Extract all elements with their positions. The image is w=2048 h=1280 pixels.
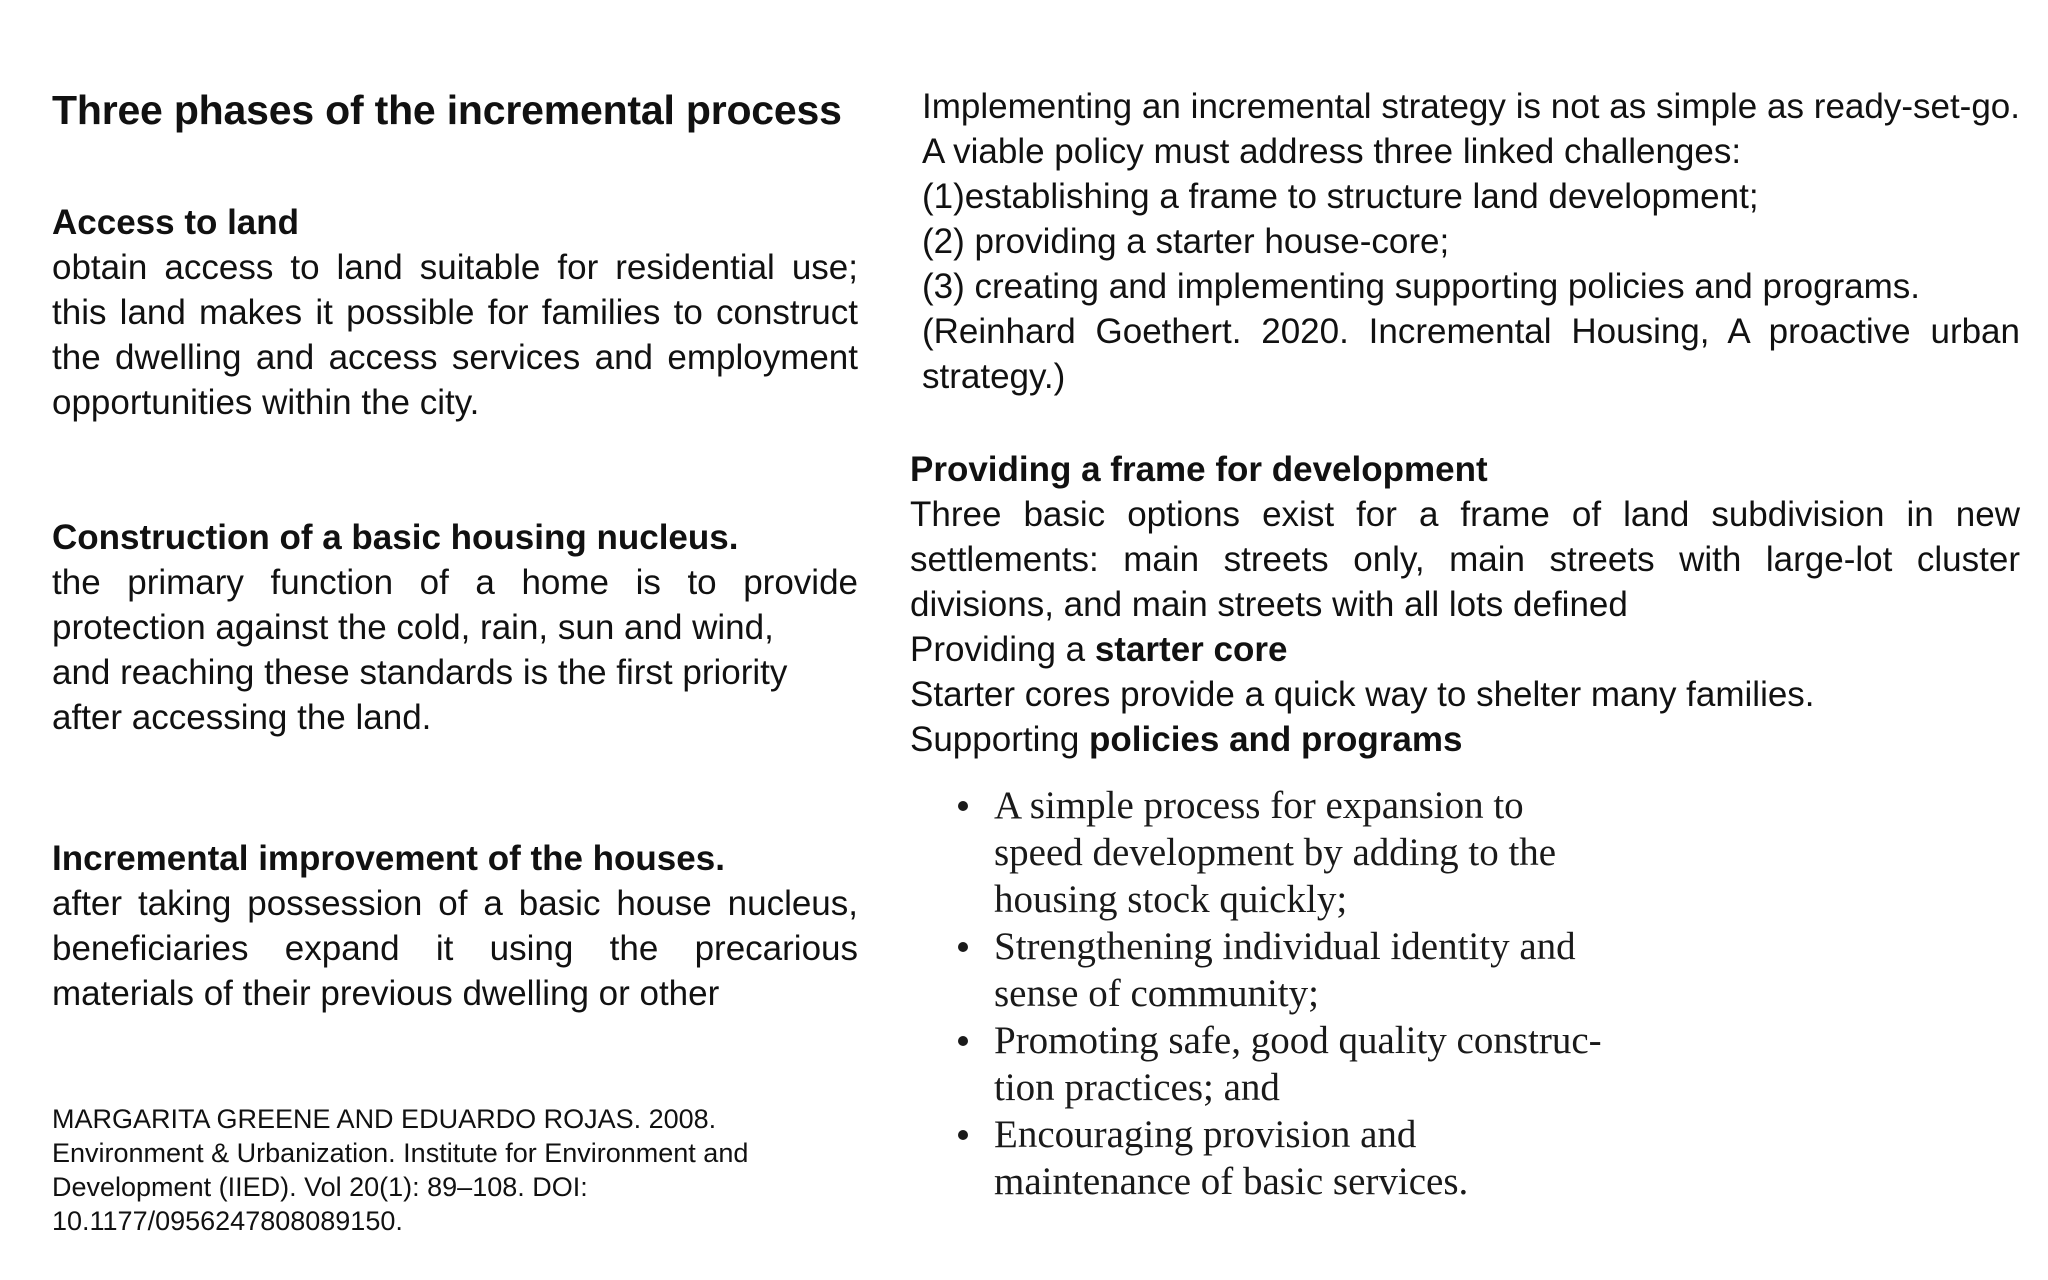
bullet-dot-icon — [958, 1130, 968, 1140]
bullet-text: Strengthening individual identity and sense of community; — [994, 925, 1576, 1015]
intro-source: (Reinhard Goethert. 2020. Incremental Housing, A proactive urban strategy.) — [922, 312, 2020, 396]
policies-prefix: Supporting — [910, 720, 1090, 759]
left-column — [52, 84, 858, 1016]
frame-body: Three basic options exist for a frame of land subdivision in new settlements: main streets only, main streets with large-lot cluster divisions, and main streets with all lots defined — [910, 495, 2020, 624]
starter-core-prefix: Providing a — [910, 630, 1095, 669]
section-body-line: the primary function of a home is to provide protection against the cold, rain, sun and wind, — [52, 563, 858, 647]
bullet-text: Encouraging provision and maintenance of basic services. — [994, 1113, 1469, 1203]
section-body: obtain access to land suitable for residential use; this land makes it possible for families to construct the dwelling and access services and employment opportunities within the city. — [52, 248, 858, 422]
intro-item: (1)establishing a frame to structure land development; — [922, 177, 1759, 216]
bullet-dot-icon — [958, 942, 968, 952]
section-body-line: after accessing the land. — [52, 698, 432, 737]
starter-core-body: Starter cores provide a quick way to shelter many families. — [910, 675, 1815, 714]
section-body-line: and reaching these standards is the first priority — [52, 653, 788, 692]
policies-line — [910, 717, 2020, 762]
frame-block — [910, 447, 2020, 1205]
bullet-item — [954, 782, 1614, 923]
section-housing-nucleus — [52, 515, 858, 740]
intro-item: (2) providing a starter house-core; — [922, 222, 1450, 261]
bullet-item — [954, 1017, 1614, 1111]
bullet-dot-icon — [958, 801, 968, 811]
policies-bullet-list — [954, 782, 1614, 1205]
starter-core-bold: starter core — [1094, 630, 1288, 669]
right-column — [910, 84, 2020, 1205]
citation: MARGARITA GREENE AND EDUARDO ROJAS. 2008. Environment & Urbanization. Institute for Environment and Development (IIED). Vol 20(1): 89–108. DOI: 10.1177/0956247808089150. — [52, 1104, 749, 1236]
bullet-item — [954, 923, 1614, 1017]
intro-item: (3) creating and implementing supporting policies and programs. — [922, 267, 1921, 306]
frame-heading: Providing a frame for development — [910, 450, 1488, 489]
intro-paragraph: Implementing an incremental strategy is not as simple as ready-set-go. A viable policy must address three linked challenges: — [922, 87, 2020, 171]
bullet-text: A simple process for expansion to speed development by adding to the housing stock quickly; — [994, 784, 1557, 921]
starter-core-line — [910, 627, 2020, 672]
section-incremental-improvement — [52, 836, 858, 1016]
section-heading: Construction of a basic housing nucleus. — [52, 518, 739, 557]
bullet-text: Promoting safe, good quality construc-tion practices; and — [994, 1019, 1602, 1109]
section-body — [52, 560, 858, 740]
section-heading: Incremental improvement of the houses. — [52, 839, 725, 878]
section-access-to-land — [52, 200, 858, 425]
section-body: after taking possession of a basic house nucleus, beneficiaries expand it using the precarious materials of their previous dwelling or other — [52, 884, 858, 1013]
page-title: Three phases of the incremental process — [52, 87, 842, 133]
bullet-dot-icon — [958, 1036, 968, 1046]
policies-bold: policies and programs — [1089, 720, 1463, 759]
bullet-item — [954, 1111, 1614, 1205]
section-heading: Access to land — [52, 203, 300, 242]
intro-block — [922, 84, 2020, 399]
